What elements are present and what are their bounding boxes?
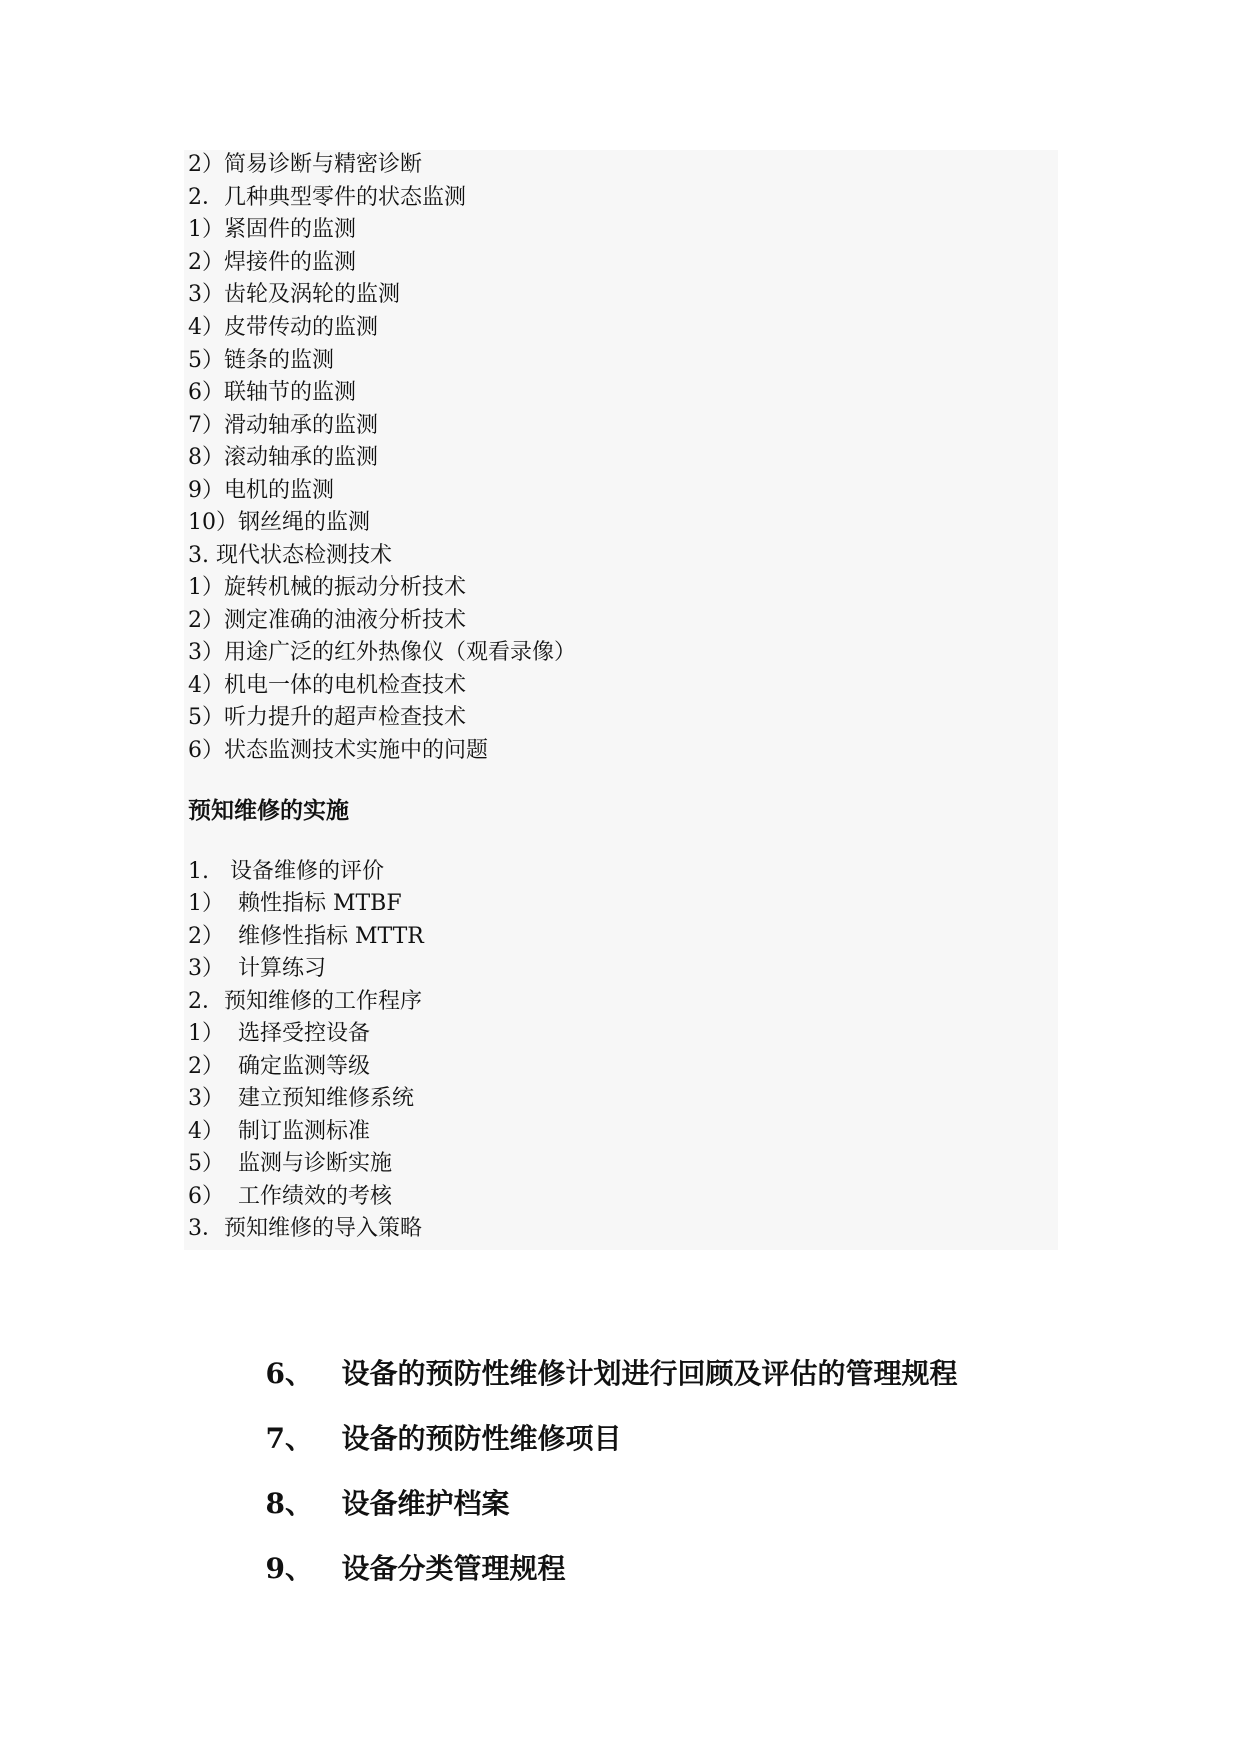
toc-item-title: 设备的预防性维修项目 xyxy=(341,1422,622,1455)
list-item: 8）滚动轴承的监测 xyxy=(188,445,378,470)
list-item: 2）焊接件的监测 xyxy=(188,250,356,275)
toc-item-6 xyxy=(246,1320,958,1392)
toc-item-title: 设备维护档案 xyxy=(341,1487,510,1520)
list-item: 6） 工作绩效的考核 xyxy=(188,1184,392,1209)
list-item: 3） 建立预知维修系统 xyxy=(188,1086,414,1111)
toc-item-title: 设备的预防性维修计划进行回顾及评估的管理规程 xyxy=(341,1357,958,1390)
list-item: 4）机电一体的电机检查技术 xyxy=(188,673,466,698)
list-item: 3） 计算练习 xyxy=(188,956,326,981)
section-heading: 预知维修的实施 xyxy=(188,797,349,824)
list-item: 2） 确定监测等级 xyxy=(188,1054,370,1079)
list-item: 1）紧固件的监测 xyxy=(188,217,356,242)
list-item: 5）听力提升的超声检查技术 xyxy=(188,705,466,730)
list-item: 6）状态监测技术实施中的问题 xyxy=(188,738,488,763)
list-item: 1） 选择受控设备 xyxy=(188,1021,370,1046)
list-item: 3）用途广泛的红外热像仪（观看录像） xyxy=(188,640,576,665)
list-item: 5）链条的监测 xyxy=(188,348,334,373)
list-item: 2）简易诊断与精密诊断 xyxy=(188,152,422,177)
toc-item-number: 9、 xyxy=(265,1552,313,1585)
list-item: 3. 现代状态检测技术 xyxy=(188,543,392,568)
list-item: 3．预知维修的导入策略 xyxy=(188,1216,422,1241)
list-item: 2） 维修性指标 MTTR xyxy=(188,924,424,949)
toc-item-number: 6、 xyxy=(265,1357,313,1390)
toc-item-title: 设备分类管理规程 xyxy=(341,1552,566,1585)
list-item: 6）联轴节的监测 xyxy=(188,380,356,405)
list-item: 3）齿轮及涡轮的监测 xyxy=(188,282,400,307)
list-item: 1） 赖性指标 MTBF xyxy=(188,891,402,916)
list-item: 2）测定准确的油液分析技术 xyxy=(188,608,466,633)
toc-item-number: 8、 xyxy=(265,1487,313,1520)
list-item: 2．预知维修的工作程序 xyxy=(188,989,422,1014)
list-item: 1. 设备维修的评价 xyxy=(188,859,384,884)
list-item: 7）滑动轴承的监测 xyxy=(188,413,378,438)
list-item: 4）皮带传动的监测 xyxy=(188,315,378,340)
list-item: 5） 监测与诊断实施 xyxy=(188,1151,392,1176)
toc-item-9 xyxy=(246,1515,566,1587)
list-item: 4） 制订监测标准 xyxy=(188,1119,370,1144)
list-item: 1）旋转机械的振动分析技术 xyxy=(188,575,466,600)
toc-item-number: 7、 xyxy=(265,1422,313,1455)
list-item: 2．几种典型零件的状态监测 xyxy=(188,185,466,210)
toc-item-8 xyxy=(246,1450,510,1522)
toc-item-7 xyxy=(246,1385,622,1457)
list-item: 9）电机的监测 xyxy=(188,478,334,503)
list-item: 10）钢丝绳的监测 xyxy=(188,510,370,535)
